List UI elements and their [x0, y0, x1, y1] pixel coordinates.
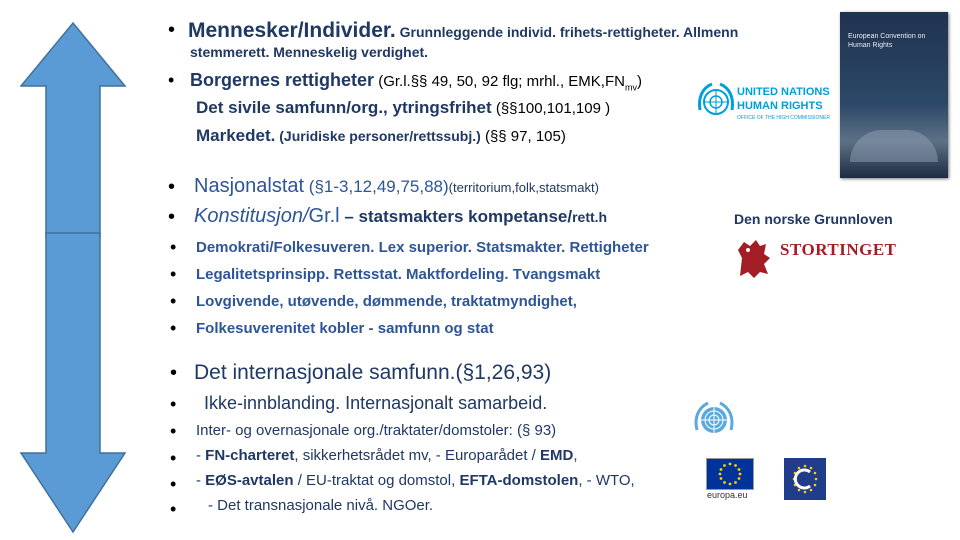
constitution-heading: statsmakters kompetanse/ [358, 207, 573, 226]
international-item [196, 472, 635, 489]
constitution-item: Legalitetsprinsipp. Rettsstat. Maktfordeling. Tvangsmakt [196, 266, 601, 283]
individuals-line2: stemmerett. Menneskelig verdighet. [190, 44, 429, 60]
constitution-line [194, 205, 607, 228]
international-item: Inter- og overnasjonale org./traktater/domstoler: (§ 93) [196, 422, 557, 439]
un-logo-line3: OFFICE OF THE HIGH COMMISSIONER [737, 115, 830, 121]
citizens-rights-sub: mv [624, 82, 637, 93]
eu-flag-icon [706, 458, 754, 490]
item-middle: , sikkerhetsrådet mv, - Europarådet / [294, 447, 541, 464]
bullet-icon: • [168, 19, 176, 41]
bullet-icon: • [170, 264, 177, 284]
citizens-rights-refs: (Gr.l.§§ 49, 50, 92 flg; mrhl., EMK,FN [374, 73, 625, 90]
market-heading: Markedet. [196, 126, 276, 145]
citizens-rights-close: ) [636, 73, 642, 90]
emd-text: EMD [540, 447, 574, 464]
constitution-end: rett.h [572, 209, 608, 225]
constitution-grl: Gr.l [308, 205, 340, 227]
efta-court-text: EFTA-domstolen [459, 472, 579, 489]
nation-state-refs: (§1-3,12,49,75,88) [304, 177, 449, 196]
constitution-item: Lovgivende, utøvende, dømmende, traktatmyndighet, [196, 293, 577, 310]
individuals-rights: Grunnleggende individ. frihets-rettigheter. Allmenn [395, 24, 739, 40]
constitution-italic: Konstitusjon/ [194, 205, 309, 227]
international-heading-line [194, 361, 551, 385]
item-middle: / EU-traktat og domstol, [293, 472, 460, 489]
international-refs: (§1,26,93) [455, 361, 552, 384]
constitution-item: Folkesuverenitet kobler - samfunn og stat [196, 320, 494, 337]
bullet-icon: • [170, 448, 177, 468]
individuals-heading: Mennesker/Individer. [188, 19, 396, 42]
un-logo-line2: HUMAN RIGHTS [737, 100, 823, 112]
international-heading: Det internasjonale samfunn. [194, 361, 456, 384]
nation-state-note: (territorium,folk,statsmakt) [448, 180, 599, 195]
grunnloven-label: Den norske Grunnloven [734, 211, 893, 227]
civil-society-refs: (§§100,101,109 ) [491, 100, 611, 117]
bullet-icon: • [170, 318, 177, 338]
up-arrow-icon [20, 20, 130, 240]
individuals-line [188, 19, 738, 43]
international-item: Ikke-innblanding. Internasjonalt samarbeid. [204, 393, 548, 413]
un-charter-text: FN-charteret [205, 447, 295, 464]
bullet-icon: • [168, 176, 176, 198]
un-logo-line1: UNITED NATIONS [737, 86, 830, 98]
bullet-icon: • [170, 362, 178, 384]
eea-text: EØS-avtalen [205, 472, 294, 489]
bullet-icon: • [170, 291, 177, 311]
un-globe-icon [692, 400, 736, 440]
nation-state-line [194, 175, 599, 198]
bullet-icon: • [170, 394, 177, 414]
market-subtitle: (Juridiske personer/rettssubj.) [275, 128, 481, 144]
item-prefix: - [196, 447, 206, 464]
echr-cover-image [840, 12, 948, 178]
market-line [196, 126, 566, 146]
international-item [196, 447, 578, 464]
bullet-icon: • [170, 421, 177, 441]
down-arrow-icon [20, 230, 130, 535]
bullet-icon: • [170, 237, 177, 257]
item-end: , [573, 447, 578, 464]
bullet-icon: • [170, 499, 177, 519]
constitution-dash: – [339, 207, 359, 226]
civil-society-heading: Det sivile samfunn/org., ytringsfrihet [196, 98, 492, 117]
echr-cover-building [850, 130, 938, 162]
bullet-icon: • [170, 474, 177, 494]
citizens-rights-line [190, 70, 642, 93]
echr-cover-title: European Convention on Human Rights [848, 33, 926, 49]
stortinget-wordmark: STORTINGET [780, 240, 897, 259]
nation-state-heading: Nasjonalstat [194, 175, 305, 197]
europa-eu-label: europa.eu [707, 490, 748, 500]
item-prefix: - [196, 472, 206, 489]
council-of-europe-icon [784, 458, 826, 500]
international-item: - Det transnasjonale nivå. NGOer. [208, 497, 434, 514]
norwegian-lion-icon [734, 236, 774, 280]
citizens-rights-heading: Borgernes rettigheter [190, 70, 375, 90]
bullet-icon: • [168, 70, 175, 90]
bullet-icon: • [168, 206, 176, 228]
constitution-item: Demokrati/Folkesuveren. Lex superior. Statsmakter. Rettigheter [196, 239, 649, 256]
civil-society-line [196, 98, 610, 118]
un-emblem-icon [694, 80, 738, 124]
market-refs: (§§ 97, 105) [480, 128, 566, 145]
item-end: , - WTO, [578, 472, 635, 489]
